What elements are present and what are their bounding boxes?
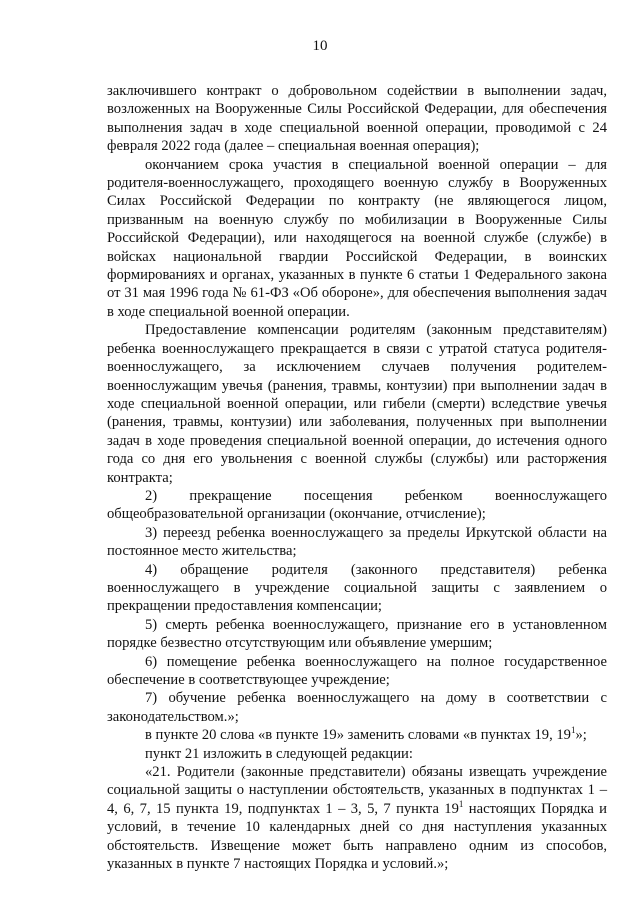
point-21-new-wording [107,763,607,873]
point-21-text: «21. Родители (законные представители) обязаны извещать учреждение социальной защиты о наступлении обстоятельств, указанных в подпунктах 1 – 4, 6, 7, 15 пункта 19, подпунктах 1 – 3, 5, 7 пункта 19 [107,764,607,817]
list-item-4: 4) обращение родителя (законного представителя) ребенка военнослужащего в учреждение социальной защиты с заявлением о прекращении предоставления компенсации; [107,561,607,615]
amendment-point-20 [107,726,607,744]
paragraph-termination-rule: Предоставление компенсации родителям (законным представителям) ребенка военнослужащего прекращается в связи с утратой статуса родителя-военнослужащего, за исключением случаев получения родителем-военнослужащим увечья (ранения, травмы, контузии) при выполнении задач в ходе специальной военной операции, или гибели (смерти) вследствие увечья (ранения, травмы, контузии) или заболевания, полученных при выполнении задач в ходе проведения специальной военной операции, до истечения одного года со дня его увольнения с военной службы (службы) или расторжения контракта; [107,322,607,486]
amendment-point-20-text: в пункте 20 слова «в пункте 19» заменить словами «в пунктах 19, 19 [145,727,571,744]
amendment-point-21: пункт 21 изложить в следующей редакции: [145,745,413,762]
amendment-point-20-tail: »; [575,727,587,744]
document-body [107,82,607,873]
superscript-one: 1 [458,798,464,809]
paragraph-continuation: заключившего контракт о добровольном содействии в выполнении задач, возложенных на Вооруженные Силы Российской Федерации, для обеспечения выполнения задач в ходе специальной военной операции, проводимой с 24 февраля 2022 года (далее – специальная военная операция); [107,83,607,155]
paragraph-end-of-service: окончанием срока участия в специальной военной операции – для родителя-военнослужащего, проходящего военную службу в Вооруженных Силах Российской Федерации по контракту (не являющегося лицом, призванным на военную службу по мобилизации в Вооруженные Силы Российской Федерации), или находящегося на военной службе (службе) в войсках национальной гвардии Российской Федерации, в воинских формированиях и органах, указанных в пункте 6 статьи 1 Федерального закона от 31 мая 1996 года № 61-ФЗ «Об обороне», для обеспечения выполнения задач в ходе специальной военной операции. [107,156,607,320]
point-21-tail: настоящих Порядка и условий, в течение 10 календарных дней со дня наступления указанных обстоятельств. Извещение может быть направлено одним из способов, указанных в пункте 7 настоящих Порядка и условий.»; [107,800,607,873]
superscript-one: 1 [570,725,576,736]
list-item-7: 7) обучение ребенка военнослужащего на дому в соответствии с законодательством.»; [107,690,607,725]
list-item-5: 5) смерть ребенка военнослужащего, признание его в установленном порядке безвестно отсутствующим или объявление умершим; [107,616,607,652]
page-number: 10 [312,38,328,54]
list-item-3: 3) переезд ребенка военнослужащего за пределы Иркутской области на постоянное место жительства; [107,524,607,560]
list-item-2: 2) прекращение посещения ребенком военнослужащего общеобразовательной организации (окончание, отчисление); [107,487,607,523]
list-item-6: 6) помещение ребенка военнослужащего на полное государственное обеспечение в соответствующее учреждение; [107,653,607,688]
